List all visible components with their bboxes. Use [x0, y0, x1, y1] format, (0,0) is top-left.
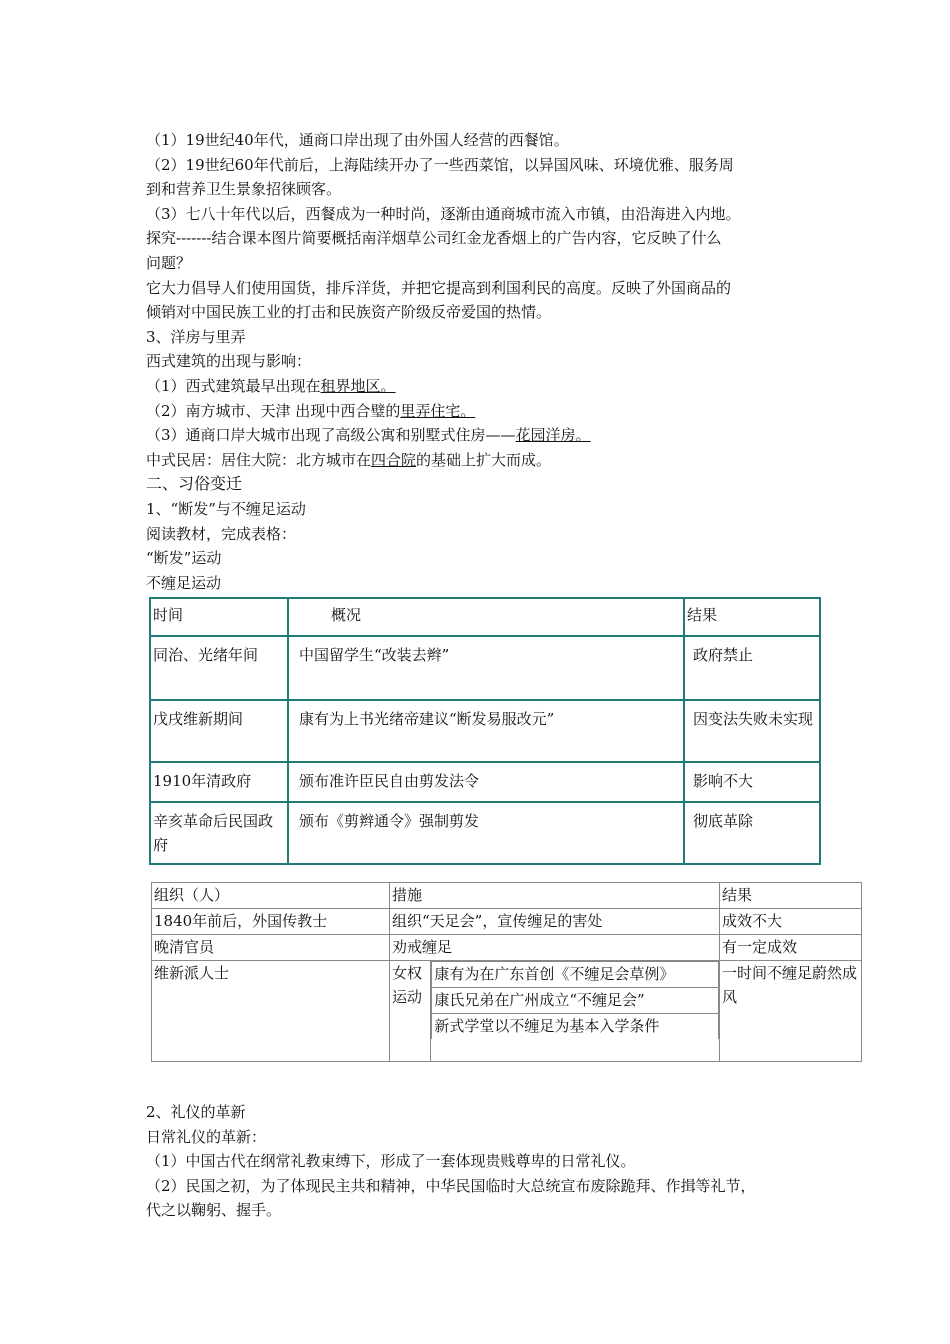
table-cell-group	[431, 961, 720, 1062]
document-body	[146, 128, 826, 595]
table-header: 措施	[390, 883, 720, 909]
table-cell: 辛亥革命后民国政府	[150, 802, 288, 864]
arch-line-4	[146, 448, 826, 473]
arch-line-3	[146, 423, 826, 448]
arch-answer: 四合院	[371, 450, 417, 469]
table-cell: 同治、光绪年间	[150, 636, 288, 700]
document-body-bottom	[146, 1100, 826, 1223]
arch-answer: 花园洋房。	[515, 426, 591, 445]
table-cell: 中国留学生“改装去辫”	[288, 636, 684, 700]
label-buchanzu: 不缠足运动	[146, 573, 222, 592]
arch-text: （3）通商口岸大城市出现了高级公寓和别墅式住房——	[146, 426, 516, 445]
duanfa-table	[149, 597, 821, 865]
instruction: 阅读教材，完成表格：	[146, 524, 297, 543]
table-cell: 1840年前后，外国传教士	[152, 909, 390, 935]
paragraph: 到和营养卫生景象招徕顾客。	[146, 180, 342, 199]
table-cell: 成效不大	[720, 909, 862, 935]
table-header: 组织（人）	[152, 883, 390, 909]
subheading: 1、“断发”与不缠足运动	[146, 499, 306, 518]
table-cell: 颁布《剪辫通令》强制剪发	[288, 802, 684, 864]
paragraph: 西式建筑的出现与影响：	[146, 352, 312, 371]
table-header: 概况	[288, 598, 684, 636]
measures-list	[431, 961, 719, 1039]
list-item: 康有为在广东首创《不缠足会草例》	[432, 962, 719, 988]
arch-answer: 里弄住宅。	[400, 401, 476, 420]
table-cell: 影响不大	[684, 762, 820, 802]
table-cell: 政府禁止	[684, 636, 820, 700]
paragraph: （1）中国古代在纲常礼教束缚下，形成了一套体现贵贱尊卑的日常礼仪。	[146, 1152, 636, 1171]
table-cell: 女权运动	[390, 961, 431, 1062]
table-cell: 维新派人士	[152, 961, 390, 1062]
table-cell: 有一定成效	[720, 935, 862, 961]
arch-answer: 租界地区。	[320, 376, 396, 395]
arch-line-2	[146, 399, 826, 424]
label-duanfa: “断发”运动	[146, 549, 222, 568]
subheading: 2、礼仪的革新	[146, 1103, 246, 1121]
list-item: 新式学堂以不缠足为基本入学条件	[432, 1014, 719, 1040]
table-cell: 组织“天足会”，宣传缠足的害处	[390, 909, 720, 935]
paragraph: 它大力倡导人们使用国货，排斥洋货，并把它提高到利国利民的高度。反映了外国商品的	[146, 278, 732, 297]
table-cell: 因变法失败未实现	[684, 700, 820, 762]
paragraph: （3）七八十年代以后，西餐成为一种时尚，逐渐由通商城市流入市镇，由沿海进入内地。	[146, 204, 741, 223]
paragraph: 探究-------结合课本图片简要概括南洋烟草公司红金龙香烟上的广告内容，它反映了什么	[146, 229, 722, 248]
paragraph: （1）19世纪40年代，通商口岸出现了由外国人经营的西餐馆。	[146, 131, 569, 149]
arch-text: （1）西式建筑最早出现在	[146, 376, 321, 395]
table-cell: 晚清官员	[152, 935, 390, 961]
table-header: 结果	[720, 883, 862, 909]
section-heading: 3、洋房与里弄	[146, 327, 246, 346]
table-cell: 彻底革除	[684, 802, 820, 864]
paragraph: 倾销对中国民族工业的打击和民族资产阶级反帝爱国的热情。	[146, 303, 552, 322]
table-cell: 颁布准许臣民自由剪发法令	[288, 762, 684, 802]
section-heading-2: 二、习俗变迁	[146, 474, 243, 494]
list-item: 康氏兄弟在广州成立“不缠足会”	[432, 988, 719, 1014]
paragraph: （2）19世纪60年代前后，上海陆续开办了一些西菜馆，以异国风味、环境优雅、服务周	[146, 155, 734, 174]
table-cell: 康有为上书光绪帝建议“断发易服改元”	[288, 700, 684, 762]
paragraph: 问题？	[146, 253, 192, 272]
arch-text: 的基础上扩大而成。	[416, 450, 552, 469]
table-header: 结果	[684, 598, 820, 636]
paragraph: 代之以鞠躬、握手。	[146, 1201, 282, 1220]
table-cell: 戊戌维新期间	[150, 700, 288, 762]
arch-text: 中式民居：居住大院：北方城市在	[146, 450, 372, 469]
table-header: 时间	[150, 598, 288, 636]
buchanzu-table	[151, 882, 862, 1062]
paragraph: 日常礼仪的革新：	[146, 1127, 267, 1146]
paragraph: （2）民国之初，为了体现民主共和精神，中华民国临时大总统宣布废除跪拜、作揖等礼节，	[146, 1176, 756, 1195]
table-cell: 劝戒缠足	[390, 935, 720, 961]
table-cell: 一时间不缠足蔚然成风	[720, 961, 862, 1062]
table-cell: 1910年清政府	[150, 762, 288, 802]
arch-text: （2）南方城市、天津 出现中西合璧的	[146, 401, 401, 420]
arch-line-1	[146, 374, 826, 399]
